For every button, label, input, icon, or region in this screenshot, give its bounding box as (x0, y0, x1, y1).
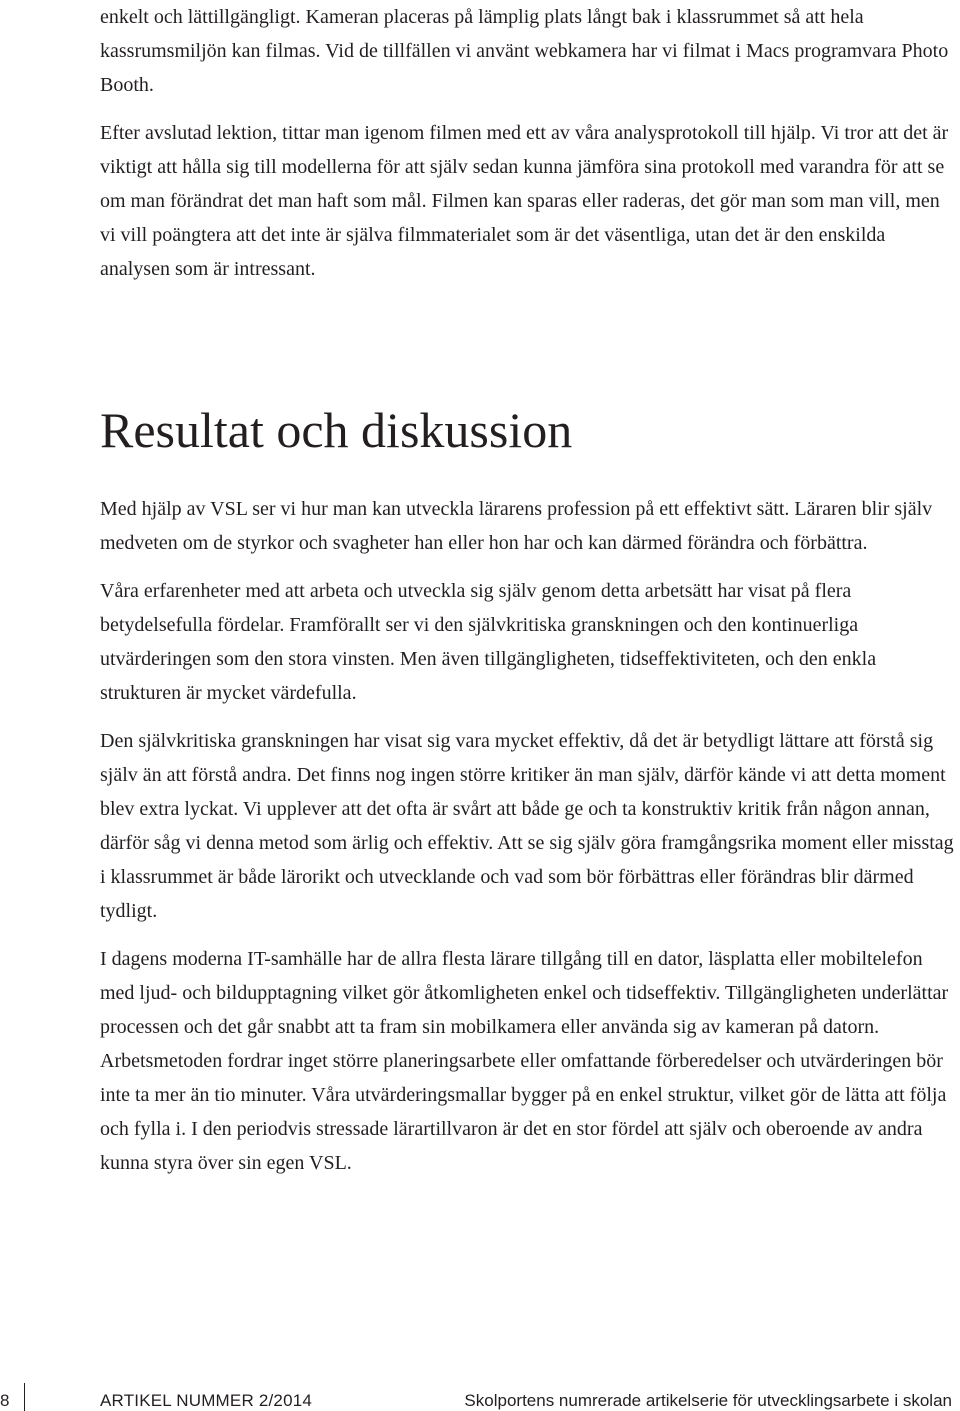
journal-issue: ARTIKEL NUMMER 2/2014 (100, 1391, 313, 1410)
footer-divider (24, 1383, 25, 1411)
paragraph: I dagens moderna IT-samhälle har de allra flesta lärare tillgång till en dator, läsplatta eller mobiltelefon med ljud- och bildupptagning vilket gör åtkomligheten enkel och tidseffektiv. Tillgängligheten underlättar processen och det går snabbt att ta fram sin mobilkamera eller använda sig av kameran på datorn. Arbetsmetoden fordrar inget större planeringsarbete eller omfattande förberedelser och utvärderingen bör inte ta mer än tio minuter. Våra utvärderingsmallar bygger på en enkel struktur, vilket gör de lätta att följa och fylla i. I den periodvis stressade lärartillvaron är det en stor fördel att själv och oberoende av andra kunna styra över sin egen VSL. (100, 948, 949, 1174)
section-body (100, 492, 960, 1194)
intro-text (100, 0, 960, 300)
paragraph: Den självkritiska granskningen har visat sig vara mycket effektiv, då det är betydligt lättare att förstå sig själv än att förstå andra. Det finns nog ingen större kritiker än man själv, därför kände vi att detta moment blev extra lyckat. Vi upplever att det ofta är svårt att både ge och ta konstruktiv kritik från någon annan, därför såg vi denna metod som ärlig och effektiv. Att se sig själv göra framgångsrika moment eller misstag i klassrummet är både lärorikt och utvecklande och vad som bör förbättras eller förändras blir därmed tydligt. (100, 730, 954, 922)
page-footer (0, 1383, 960, 1411)
paragraph: Våra erfarenheter med att arbeta och utveckla sig själv genom detta arbetsätt har visat på flera betydelsefulla fördelar. Framförallt ser vi den självkritiska granskningen och den kontinuerliga utvärderingen som den stora vinsten. Men även tillgängligheten, tidseffektiviteten, och den enkla strukturen är mycket värdefulla. (100, 580, 877, 704)
paragraph: enkelt och lättillgängligt. Kameran placeras på lämplig plats långt bak i klassrummet så att hela kassrumsmiljön kan filmas. Vid de tillfällen vi använt webkamera har vi filmat i Macs programvara Photo Booth. (100, 6, 949, 96)
paragraph: Efter avslutad lektion, tittar man igenom filmen med ett av våra analysprotokoll till hjälp. Vi tror att det är viktigt att hålla sig till modellerna för att själv sedan kunna jämföra sina protokoll med varandra för att se om man förändrat det man haft som mål. Filmen kan sparas eller raderas, det gör man som man vill, men vi vill poängtera att det inte är själva filmmaterialet som är det väsentliga, utan det är den enskilda analysen som är intressant. (100, 122, 949, 280)
section-heading: Resultat och diskussion (100, 402, 573, 458)
paragraph: Med hjälp av VSL ser vi hur man kan utveckla lärarens profession på ett effektivt sätt. Läraren blir själv medveten om de styrkor och svagheter han eller hon har och kan därmed förändra och förbättra. (100, 498, 933, 554)
page-number: 8 (0, 1391, 10, 1410)
series-title: Skolportens numrerade artikelserie för utvecklingsarbete i skolan (464, 1391, 952, 1410)
